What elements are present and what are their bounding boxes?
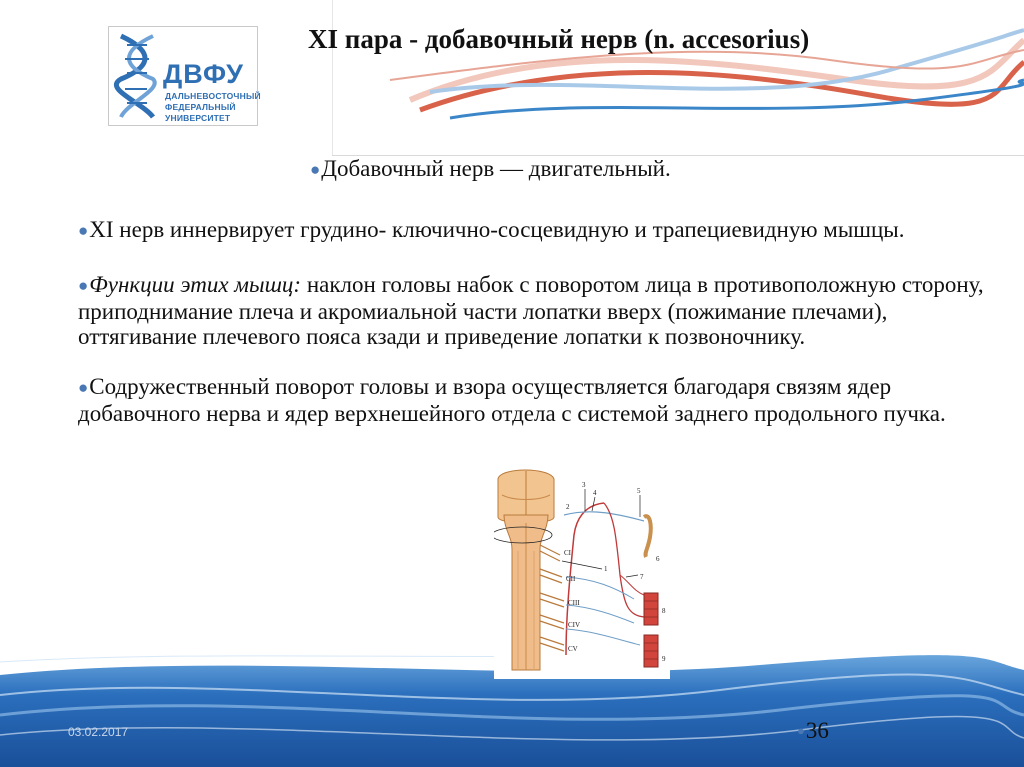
dna-helix-icon	[113, 31, 161, 121]
figure-label-4: 4	[593, 489, 597, 497]
bullet-text: Добавочный нерв — двигательный.	[321, 156, 671, 181]
figure-label-c3: CIII	[568, 599, 580, 607]
bullet-innervation	[78, 217, 978, 244]
figure-label-c5: CV	[568, 645, 578, 653]
figure-label-2: 2	[566, 503, 570, 511]
footer-date: 03.02.2017	[68, 725, 129, 739]
page-number	[797, 718, 829, 744]
nerve-diagram-image	[494, 465, 670, 679]
bullet-text: наклон головы набок с поворотом лица в противоположную сторону, приподнимание плеча и акромиальной части лопатки вверх (пожимание плечами), оттягивание плечевого пояса кзади и приведение лопатки к позвоночнику.	[78, 272, 984, 349]
bullet-dot-icon: ●	[78, 221, 89, 240]
bullet-dot-icon: ●	[78, 276, 89, 295]
bullet-text: XI нерв иннервирует грудино- ключично-сосцевидную и трапециевидную мышцы.	[89, 217, 905, 242]
bullet-dot-icon: ●	[797, 723, 805, 738]
bullet-italic-lead: Функции этих мышц:	[89, 272, 302, 297]
logo-text-line-3: УНИВЕРСИТЕТ	[165, 113, 231, 123]
bullet-text: Содружественный поворот головы и взора осуществляется благодаря связям ядер добавочного нерва и ядер верхнешейного отдела с системой заднего продольного пучка.	[78, 374, 946, 426]
bullet-dot-icon: ●	[78, 378, 89, 397]
figure-label-3: 3	[582, 481, 586, 489]
figure-label-c2: CII	[566, 575, 576, 583]
figure-label-7: 7	[640, 573, 644, 581]
logo-text-line-2: ФЕДЕРАЛЬНЫЙ	[165, 102, 236, 112]
figure-label-8: 8	[662, 607, 666, 615]
bullet-head-gaze-rotation	[78, 374, 998, 426]
page-number-value: 36	[805, 718, 829, 743]
accessory-nerve-diagram	[494, 465, 670, 679]
figure-label-1: 1	[604, 565, 608, 573]
logo-abbreviation: ДВФУ	[163, 59, 244, 89]
logo-text-line-1: ДАЛЬНЕВОСТОЧНЫЙ	[165, 91, 261, 101]
figure-label-9: 9	[662, 655, 666, 663]
bullet-dot-icon: ●	[310, 160, 321, 179]
bullet-motor-nerve	[310, 156, 671, 183]
figure-label-5: 5	[637, 487, 641, 495]
bullet-muscle-functions	[78, 272, 998, 349]
figure-label-c4: CIV	[568, 621, 581, 629]
university-logo	[108, 26, 261, 126]
figure-label-6: 6	[656, 555, 660, 563]
figure-label-c1: CI	[564, 549, 571, 557]
slide-title: XI пара - добавочный нерв (n. accesorius)	[308, 24, 810, 54]
